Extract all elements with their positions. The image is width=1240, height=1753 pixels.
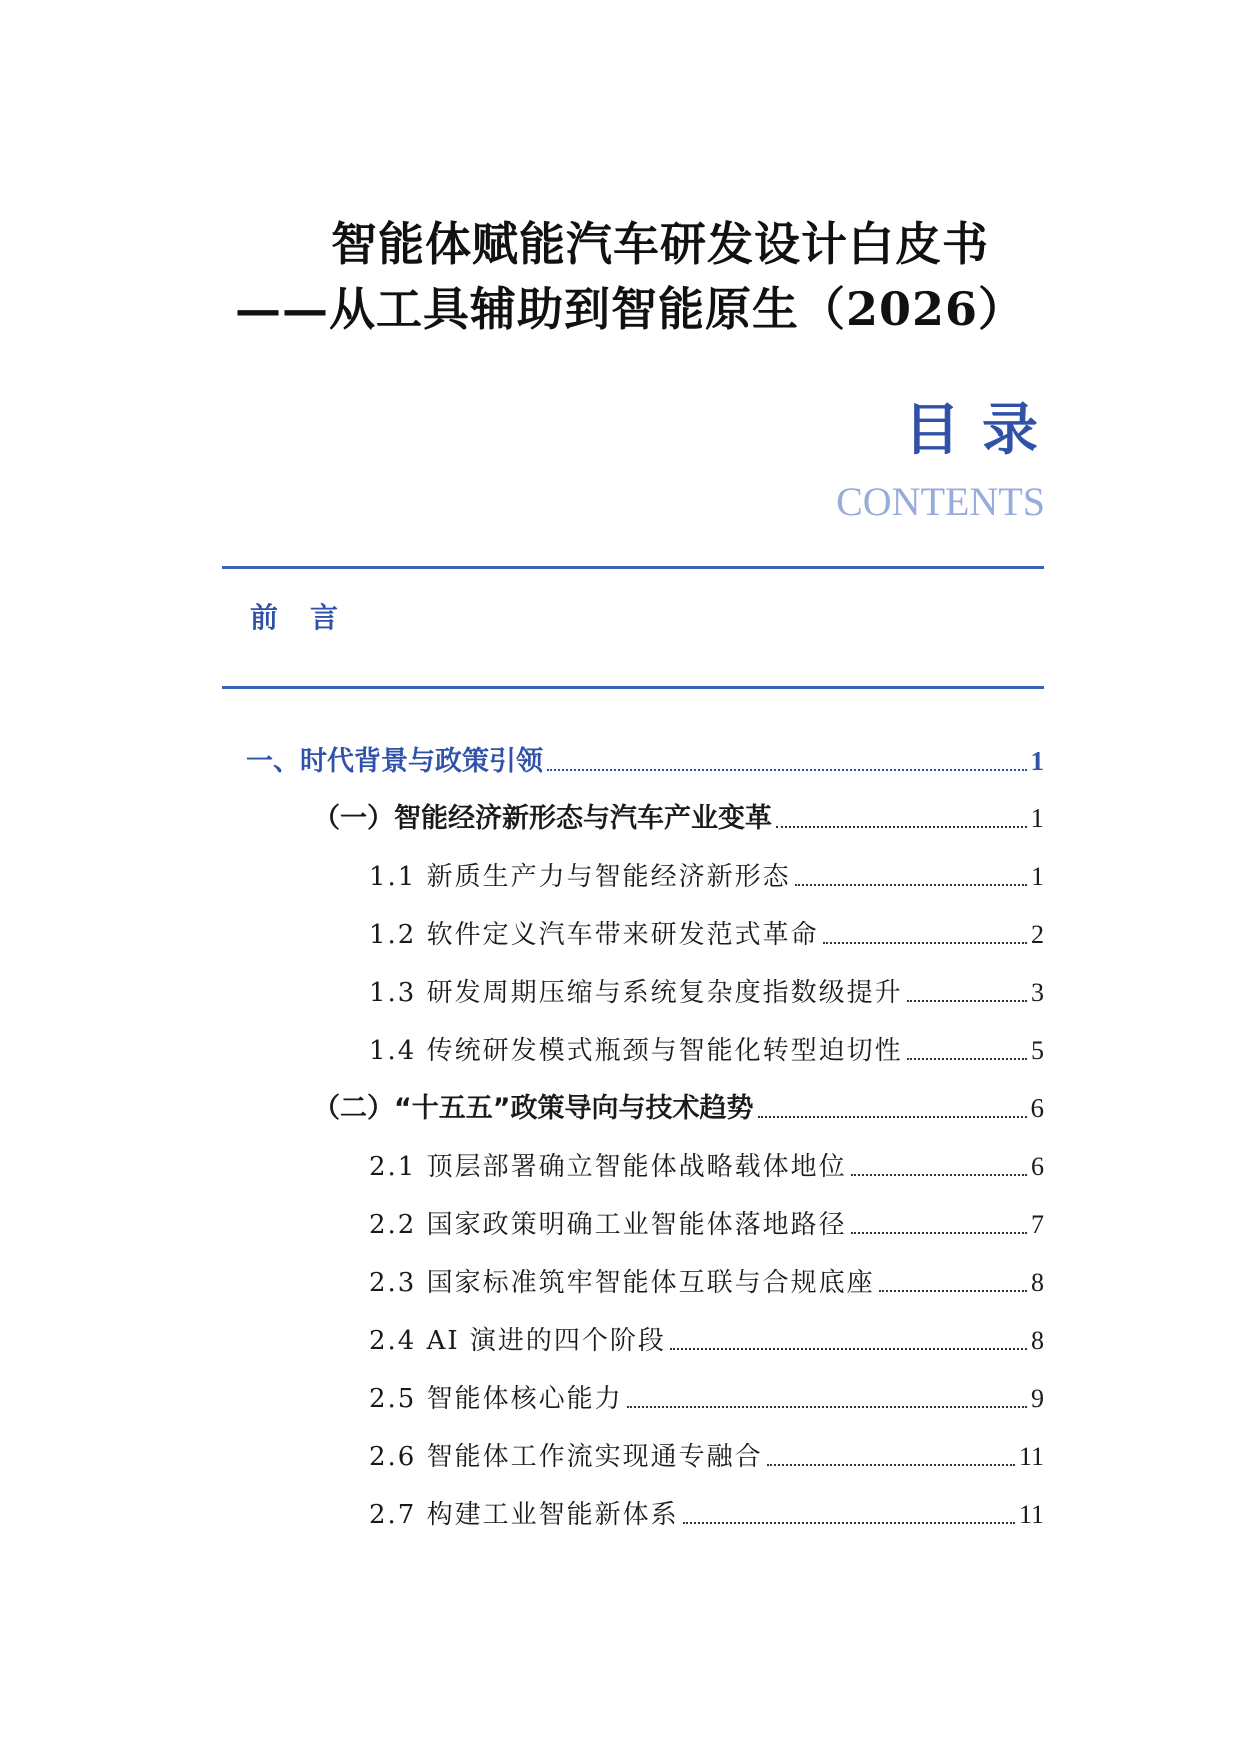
toc-leader-dots <box>879 1290 1027 1292</box>
toc-entry-label: 2.5 智能体核心能力 <box>369 1384 623 1414</box>
toc-entry-page: 1 <box>1030 746 1044 776</box>
toc-entry-page: 6 <box>1030 1093 1044 1123</box>
toc-entry[interactable] <box>313 792 1044 832</box>
toc-entry[interactable] <box>313 1082 1044 1122</box>
toc-leader-dots <box>670 1348 1027 1350</box>
toc-entry-label: 2.3 国家标准筑牢智能体互联与合规底座 <box>369 1268 875 1298</box>
toc-entry-page: 6 <box>1031 1152 1044 1181</box>
toc-entry-label: 2.2 国家政策明确工业智能体落地路径 <box>369 1210 847 1240</box>
toc-entry-page: 2 <box>1031 920 1044 949</box>
toc-entry-page: 5 <box>1031 1036 1044 1065</box>
toc-leader-dots <box>851 1232 1027 1234</box>
toc-leader-dots <box>758 1116 1027 1118</box>
toc-entry-page: 3 <box>1031 978 1044 1007</box>
toc-leader-dots <box>776 826 1027 828</box>
toc-leader-dots <box>767 1464 1015 1466</box>
toc-entry-label: 2.1 顶层部署确立智能体战略载体地位 <box>369 1152 847 1182</box>
toc-leader-dots <box>851 1174 1027 1176</box>
toc-entry-page: 11 <box>1018 1500 1044 1529</box>
toc-entry-label: 1.1 新质生产力与智能经济新形态 <box>369 862 791 892</box>
document-title: 智能体赋能汽车研发设计白皮书 <box>331 217 989 271</box>
toc-preface[interactable]: 前言 <box>250 601 371 634</box>
toc-leader-dots <box>823 942 1027 944</box>
toc-entry[interactable] <box>369 908 1044 948</box>
toc-entry-label: 2.7 构建工业智能新体系 <box>369 1500 679 1530</box>
toc-entry[interactable] <box>369 1314 1044 1354</box>
toc-leader-dots <box>547 769 1027 771</box>
document-subtitle: ——从工具辅助到智能原生（2026） <box>234 282 1026 336</box>
toc-leader-dots <box>907 1000 1027 1002</box>
toc-entry[interactable] <box>369 1256 1044 1296</box>
toc-entry-label: 1.4 传统研发模式瓶颈与智能化转型迫切性 <box>369 1036 903 1066</box>
toc-entry-label: 2.4 AI 演进的四个阶段 <box>369 1326 666 1356</box>
toc-entry-page: 1 <box>1031 862 1044 891</box>
toc-entry-page: 11 <box>1018 1442 1044 1471</box>
toc-entry-label: 2.6 智能体工作流实现通专融合 <box>369 1442 763 1472</box>
toc-entry-page: 8 <box>1031 1268 1044 1297</box>
toc-entry[interactable] <box>246 735 1044 775</box>
toc-entry-label: 一、时代背景与政策引领 <box>246 746 543 777</box>
toc-entry[interactable] <box>369 1488 1044 1528</box>
toc-leader-dots <box>683 1522 1015 1524</box>
toc-leader-dots <box>907 1058 1027 1060</box>
contents-heading: 目录 <box>904 398 1060 463</box>
toc-entry-label: （二）“十五五”政策导向与技术趋势 <box>313 1093 754 1124</box>
divider-bottom <box>222 686 1044 689</box>
toc-entry[interactable] <box>369 1430 1044 1470</box>
toc-entry[interactable] <box>369 1198 1044 1238</box>
toc-entry-page: 7 <box>1031 1210 1044 1239</box>
toc-entry[interactable] <box>369 1140 1044 1180</box>
toc-entry[interactable] <box>369 966 1044 1006</box>
divider-top <box>222 566 1044 569</box>
toc-entry-page: 8 <box>1031 1326 1044 1355</box>
toc-entry[interactable] <box>369 1024 1044 1064</box>
toc-leader-dots <box>795 884 1027 886</box>
toc-entry-label: 1.2 软件定义汽车带来研发范式革命 <box>369 920 819 950</box>
toc-entry-page: 1 <box>1030 803 1044 833</box>
contents-heading-en: CONTENTS <box>836 479 1045 524</box>
toc-entry[interactable] <box>369 850 1044 890</box>
toc-entry-label: 1.3 研发周期压缩与系统复杂度指数级提升 <box>369 978 903 1008</box>
toc-entry-label: （一）智能经济新形态与汽车产业变革 <box>313 803 772 834</box>
toc-entry[interactable] <box>369 1372 1044 1412</box>
toc-entry-page: 9 <box>1031 1384 1044 1413</box>
toc-leader-dots <box>627 1406 1027 1408</box>
